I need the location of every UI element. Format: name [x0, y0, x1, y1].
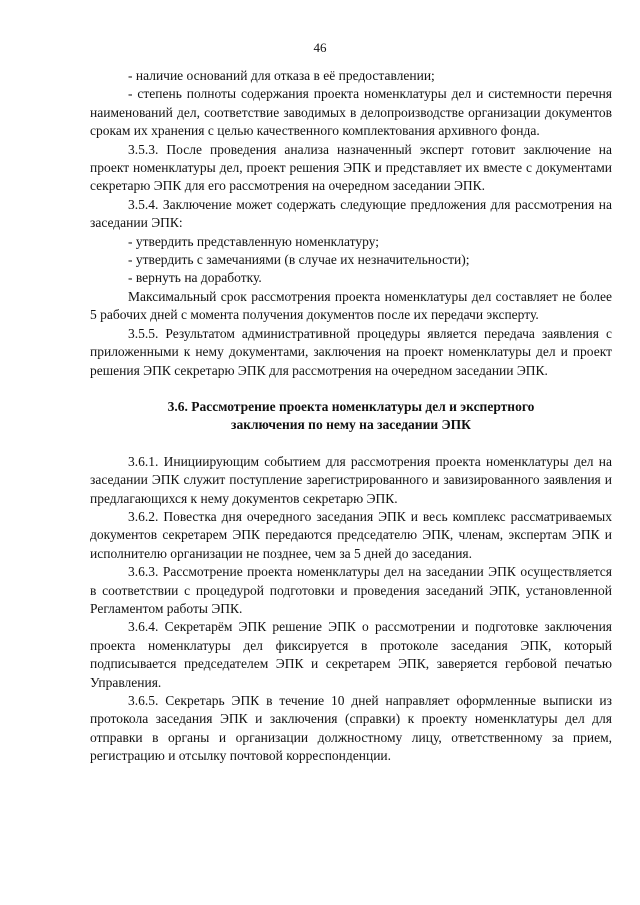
page-number: 46 [313, 40, 327, 55]
paragraph-3-6-3: 3.6.3. Рассмотрение проекта номенклатуры дел на заседании ЭПК осуществляется в соответствии с процедурой подготовки и проведения заседаний ЭПК, установленной Регламентом работы ЭПК. [90, 564, 612, 616]
paragraph-3-6-2: 3.6.2. Повестка дня очередного заседания ЭПК и весь комплекс рассматриваемых документов секретарем ЭПК передаются председателю ЭПК, членам, экспертам ЭПК и исполнителю организации не позднее, чем за 5 дней до заседания. [90, 508, 612, 561]
section-heading-line-2: заключения по нему на заседании ЭПК [231, 417, 471, 433]
paragraph-3-6-4: 3.6.4. Секретарём ЭПК решение ЭПК о рассмотрении и подготовке заключения проекта номенклатуры дел фиксируется в протоколе заседания ЭПК, который подписывается председателем ЭПК и секретарем ЭПК, заверяется гербовой печатью Управления. [90, 619, 612, 690]
list-item-return-for-revision: - вернуть на доработку. [128, 270, 262, 286]
list-item-approve-with-remarks: - утвердить с замечаниями (в случае их незначительности); [128, 252, 470, 268]
paragraph-3-5-4: 3.5.4. Заключение может содержать следующие предложения для рассмотрения на заседании ЭПК: [90, 196, 612, 231]
section-heading-3-6 [90, 398, 612, 435]
paragraph-3-5-3: 3.5.3. После проведения анализа назначенный эксперт готовит заключение на проект номенклатуры дел, проект решения ЭПК и представляет их вместе с документами секретарю ЭПК для его рассмотрения на очередном заседании ЭПК. [90, 141, 612, 194]
paragraph-3-6-1: 3.6.1. Инициирующим событием для рассмотрения проекта номенклатуры дел на заседании ЭПК служит поступление зарегистрированного и завизированного заявления и предлагающихся к нему документов секретарю ЭПК. [90, 453, 612, 506]
paragraph-max-review-term: Максимальный срок рассмотрения проекта номенклатуры дел составляет не более 5 рабочих дней с момента получения документов после их передачи эксперту. [90, 288, 612, 323]
paragraph-completeness-degree: - степень полноты содержания проекта номенклатуры дел и системности перечня наименований дел, соответствие заводимых в делопроизводстве организации документов срокам их хранения с целью качественного комплектования архивного фонда. [90, 86, 612, 139]
list-item-approve: - утвердить представленную номенклатуру; [128, 233, 379, 249]
document-body [90, 67, 612, 766]
paragraph-refusal-grounds: - наличие оснований для отказа в её предоставлении; [128, 68, 435, 83]
section-heading-line-1: 3.6. Рассмотрение проекта номенклатуры дел и экспертного [167, 398, 535, 414]
paragraph-3-6-5: 3.6.5. Секретарь ЭПК в течение 10 дней направляет оформленные выписки из протокола заседания ЭПК и заключения (справки) к проекту номенклатуры дел для отправки в органы и организации должностному лицу, ответственному за прием, регистрацию и отсылку почтовой корреспонденции. [90, 693, 612, 764]
paragraph-3-5-5: 3.5.5. Результатом административной процедуры является передача заявления с приложенными к нему документами, заключения на проект номенклатуры дел и проект решения ЭПК секретарю ЭПК для рассмотрения на очередном заседании ЭПК. [90, 325, 612, 378]
